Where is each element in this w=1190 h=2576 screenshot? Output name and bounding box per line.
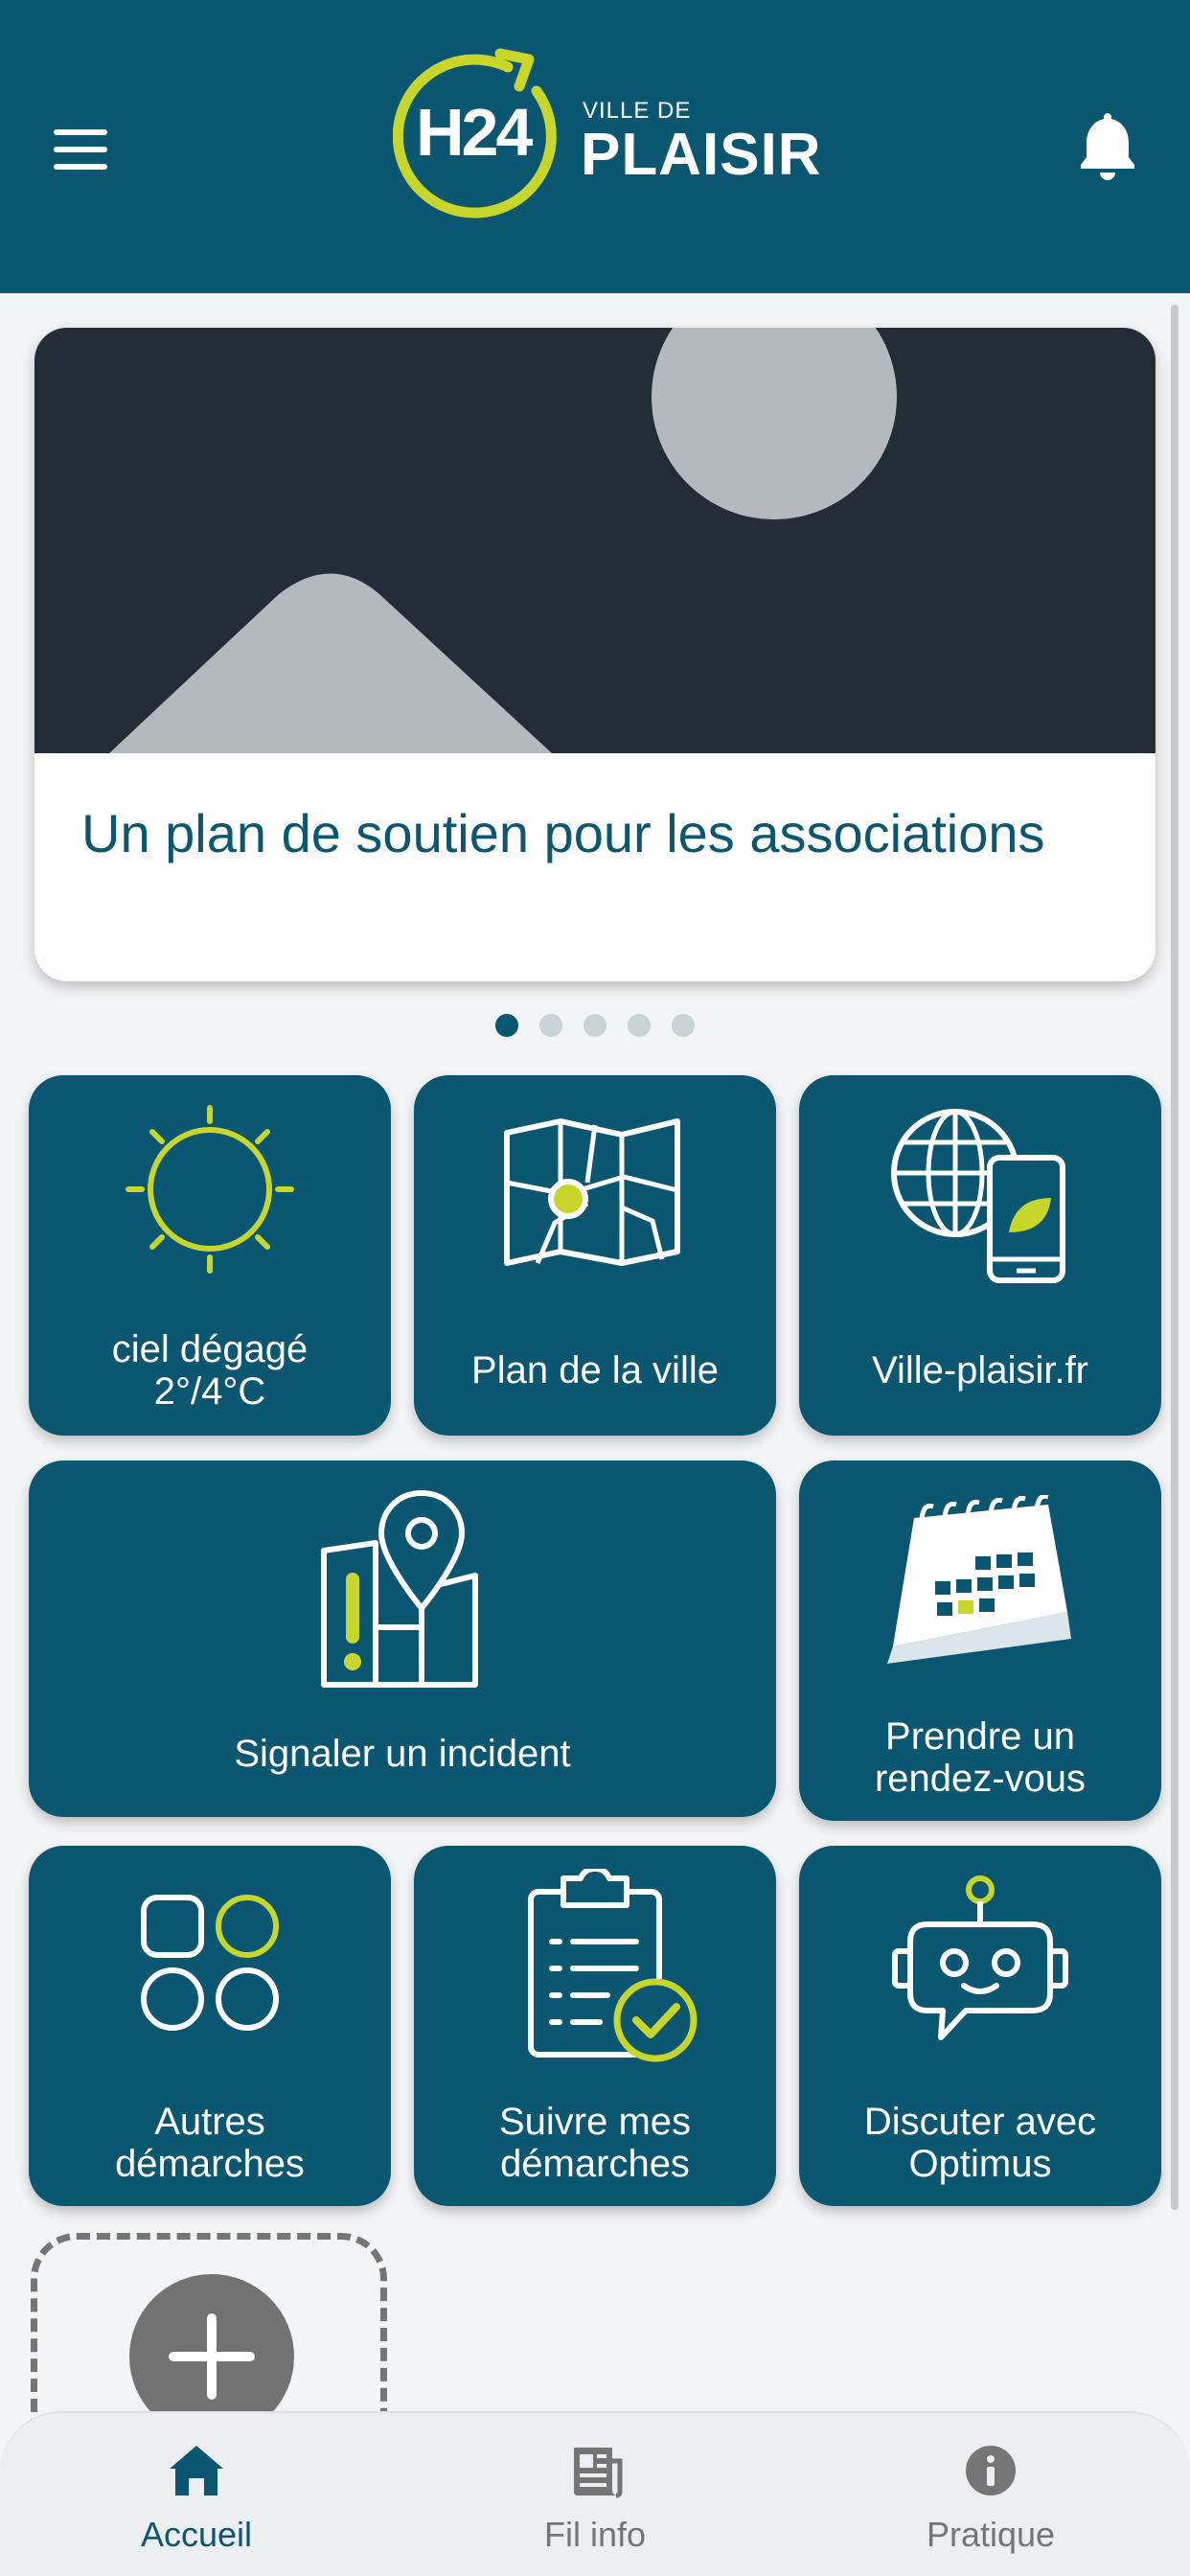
globe-phone-icon (882, 1098, 1074, 1290)
website-tile[interactable] (799, 1075, 1161, 1436)
robot-icon (889, 1874, 1071, 2057)
other-procedures-tile[interactable] (29, 1846, 391, 2206)
news-carousel-card[interactable] (34, 328, 1156, 981)
appointment-label-line2: rendez-vous (874, 1758, 1087, 1800)
logo-city-name: PLAISIR (581, 122, 822, 188)
app-logo (393, 48, 822, 225)
carousel-pagination (0, 1014, 1190, 1037)
report-incident-label: Signaler un incident (234, 1733, 571, 1775)
follow-procedures-tile[interactable] (414, 1846, 776, 2206)
map-pin-alert-icon (316, 1484, 489, 1694)
info-icon (962, 2442, 1019, 2499)
website-label: Ville-plaisir.fr (872, 1349, 1088, 1392)
scrollbar[interactable] (1171, 305, 1179, 2210)
bottom-navigation (0, 2411, 1190, 2576)
follow-procedures-label-line1: Suivre mes (498, 2101, 692, 2143)
follow-procedures-label-line2: démarches (500, 2143, 690, 2185)
newspaper-icon (566, 2442, 624, 2499)
carousel-dot[interactable] (495, 1014, 518, 1037)
weather-temperature: 2°/4°C (153, 1370, 266, 1413)
city-map-tile[interactable] (414, 1075, 776, 1436)
logo-mark: H24 (416, 95, 531, 170)
nav-fil-info[interactable] (451, 2413, 739, 2576)
hamburger-icon[interactable] (54, 129, 107, 170)
calendar-icon (880, 1495, 1081, 1668)
appointment-tile[interactable] (799, 1460, 1161, 1821)
chat-optimus-label-line1: Discuter avec (863, 2101, 1097, 2143)
image-placeholder-icon (34, 328, 1156, 753)
report-incident-tile[interactable] (29, 1460, 776, 1817)
weather-tile[interactable] (29, 1075, 391, 1436)
nav-pratique[interactable] (847, 2413, 1134, 2576)
news-title: Un plan de soutien pour les associations (81, 803, 1045, 863)
appointment-label-line1: Prendre un (885, 1715, 1075, 1758)
chat-optimus-tile[interactable] (799, 1846, 1161, 2206)
nav-label: Accueil (140, 2515, 253, 2554)
map-icon (499, 1116, 691, 1269)
chat-optimus-label-line2: Optimus (908, 2143, 1052, 2185)
bell-icon[interactable] (1077, 109, 1138, 182)
other-procedures-label-line1: Autres (154, 2101, 265, 2143)
carousel-dot[interactable] (539, 1014, 562, 1037)
carousel-dot[interactable] (628, 1014, 651, 1037)
carousel-dot[interactable] (584, 1014, 606, 1037)
sun-icon (109, 1089, 310, 1290)
city-map-label: Plan de la ville (471, 1349, 719, 1392)
carousel-dot[interactable] (672, 1014, 695, 1037)
nav-accueil[interactable] (53, 2413, 340, 2576)
clipboard-check-icon (523, 1869, 705, 2070)
home-icon (168, 2442, 225, 2499)
apps-icon (138, 1892, 282, 2036)
weather-condition: ciel dégagé (111, 1328, 309, 1370)
nav-label: Pratique (926, 2515, 1056, 2554)
app-header (0, 0, 1190, 293)
other-procedures-label-line2: démarches (115, 2143, 305, 2185)
logo-subtitle: VILLE DE (583, 98, 692, 124)
nav-label: Fil info (543, 2515, 647, 2554)
